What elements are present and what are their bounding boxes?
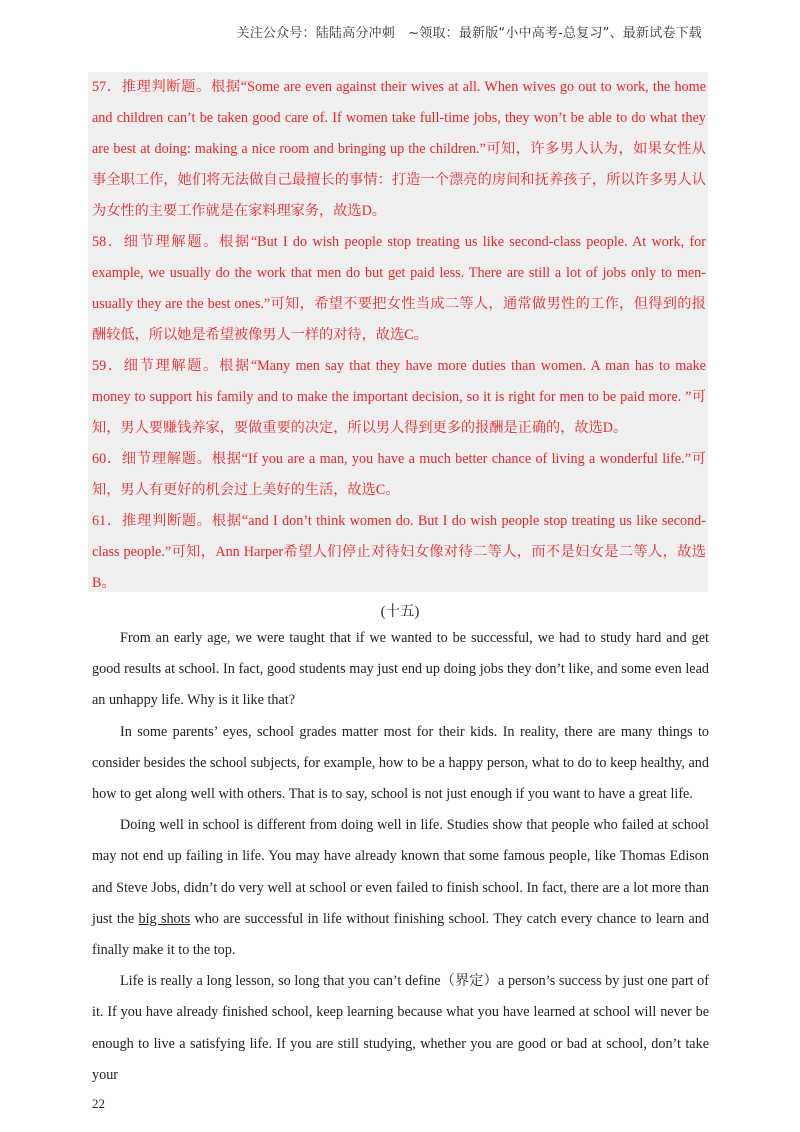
reading-passage	[92, 623, 709, 1091]
paragraph-3-text-b: who are successful in life without finishing school. They catch every chance to learn and finally make it to the top.	[92, 910, 709, 959]
answer-57: 57．推理判断题。根据“Some are even against their wives at all. When wives go out to work, the home and children can’t be taken good care of. If women take full-time jobs, they won’t be able to do what they are best at doing: making a nice room and bringing up the children.”可知，许多男人认为，如果女性从事全职工作，她们将无法做自己最擅长的事情：打造一个漂亮的房间和抚养孩子，所以许多男人认为女性的主要工作就是在家料理家务，故选D。	[92, 79, 706, 219]
answer-59: 59．细节理解题。根据“Many men say that they have more duties than women. A man has to make money to support his family and to make the important decision, so it is right for men to be paid more. ”可知，男人要赚钱养家，要做重要的决定，所以男人得到更多的报酬是正确的，故选D。	[92, 358, 706, 436]
underlined-phrase-big-shots: big shots	[138, 910, 191, 927]
page-number: 22	[92, 1096, 105, 1111]
answer-58: 58．细节理解题。根据“But I do wish people stop treating us like second-class people. At work, for example, we usually do the work that men do but get paid less. There are still a lot of jobs only to men-usually they are the best ones.”可知，希望不要把女性当成二等人，通常做男性的工作，但得到的报酬较低，所以她是希望被像男人一样的对待，故选C。	[92, 234, 706, 343]
passage-paragraph-3	[92, 810, 709, 966]
passage-paragraph-2: In some parents’ eyes, school grades matter most for their kids. In reality, there are many things to consider besides the school subjects, for example, how to be a happy person, what to do to keep healthy, and how to get along well with others. That is to say, school is not just enough if you want to have a great life.	[92, 723, 709, 803]
answer-61: 61．推理判断题。根据“and I don’t think women do. But I do wish people stop treating us like second-class people.”可知，Ann Harper希望人们停止对待妇女像对待二等人，而不是妇女是二等人，故选B。	[92, 513, 706, 591]
paragraph-3-text-a: Doing well in school is different from doing well in life. Studies show that people who failed at school may not end up failing in life. You may have already known that some famous people, like Thomas Edison and Steve Jobs, didn’t do very well at school or even failed to finish school. In fact, there are a lot more than just the	[92, 817, 709, 927]
page-header: 关注公众号：陆陆高分冲刺 ~领取：最新版“小中高考-总复习”、最新试卷下载	[236, 26, 702, 41]
passage-paragraph-1: From an early age, we were taught that if we wanted to be successful, we had to study hard and get good results at school. In fact, good students may just end up doing jobs they don’t like, and some even lead an unhappy life. Why is it like that?	[92, 630, 709, 709]
passage-paragraph-4: Life is really a long lesson, so long that you can’t define（界定）a person’s success by just one part of it. If you have already finished school, keep learning because what you have learned at school will never be enough to live a satisfying life. If you are still studying, whether you are good or bad at school, don’t take your	[92, 973, 709, 1083]
section-title: (十五)	[380, 604, 420, 620]
answer-explanations	[88, 72, 708, 592]
answer-60: 60．细节理解题。根据“If you are a man, you have a much better chance of living a wonderful life.”可知，男人有更好的机会过上美好的生活，故选C。	[92, 451, 706, 498]
